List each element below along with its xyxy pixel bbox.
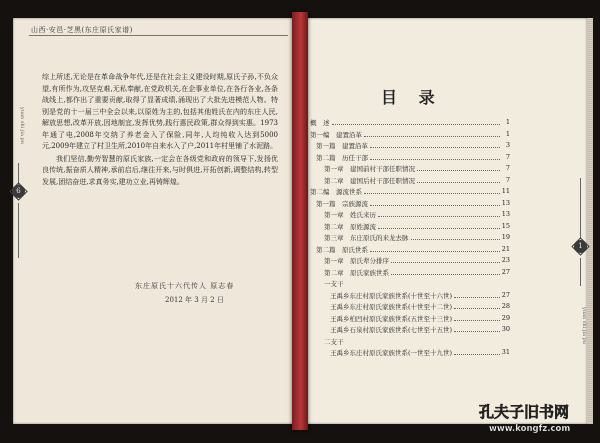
toc-entry (310, 210, 510, 222)
toc-entry-page: 7 (505, 152, 510, 161)
toc-entry-page: 27 (501, 267, 510, 276)
header-rule (29, 35, 288, 36)
toc-leader-dots (391, 273, 500, 275)
toc-leader-dots (378, 227, 500, 229)
toc-leader-dots (454, 307, 500, 309)
toc-entry-text: 王禹乡柏凹村原氏家族世系(五世至十三世) (330, 314, 453, 323)
toc-entry (310, 245, 510, 257)
toc-entry-page: 28 (501, 302, 510, 310)
toc-entry (310, 337, 510, 349)
toc-entry-page: 3 (505, 141, 510, 149)
page-number: 6 (16, 187, 21, 195)
date: 2012 年 3 月 2 日 (165, 296, 224, 304)
toc-entry-page: 1 (505, 118, 510, 126)
toc-entry-text: 第二编 源流世系 (310, 188, 362, 196)
table-of-contents (310, 118, 510, 360)
toc-entry-text: 第一篇 宗族源流 (316, 199, 368, 208)
toc-entry (310, 187, 510, 199)
book-spine (292, 12, 308, 430)
toc-entry-text: 第二篇 历任干部 (316, 153, 368, 162)
toc-entry (310, 268, 510, 280)
running-header: 山西·安邑·芝黑(东庄原氏家谱) (31, 26, 133, 34)
toc-entry-page: 11 (501, 187, 510, 195)
page-edges (587, 18, 593, 424)
toc-leader-dots (391, 261, 500, 263)
toc-entry-page: 13 (501, 210, 510, 218)
toc-entry (310, 176, 510, 188)
right-vertical-label: yuan shi jia pu (581, 306, 587, 344)
toc-leader-dots (417, 181, 500, 183)
toc-leader-dots (378, 215, 500, 217)
toc-leader-dots (454, 330, 500, 332)
toc-leader-dots (417, 169, 500, 171)
toc-entry-text: 第一篇 建置沿革 (316, 142, 368, 150)
toc-entry (310, 314, 510, 326)
toc-entry-text: 王禹乡东庄村原氏家族世系(十世至十六世) (330, 291, 453, 300)
toc-entry-text: 第二篇 原氏世系 (316, 245, 368, 254)
toc-leader-dots (364, 192, 500, 194)
toc-entry-text: 第一章 建国前村干部任职情况 (324, 165, 415, 173)
toc-entry-page: 13 (501, 198, 510, 207)
page-number-badge (574, 240, 587, 253)
toc-entry-text: 王禹乡东庄村原氏家族世系(一世至十九世) (330, 349, 453, 357)
paragraph: 综上所述,无论是在革命战争年代,还是在社会主义建设时期,原氏子孙,不负众望,有所作为,攻坚克难,无私奉献,在党政机关,在企事业单位,在各行各业,各条战线上,都作出了重要贡献,取得了显著成绩,涌现出了大批先进模范人物。特别是党的十一届三中全会以来,以原姓为主的,包括其他姓氏在内的东庄人民,解放思想,改革开放,因地制宜,发挥优势,践行惠民政策,群众得到实惠。1973年通了电,2008年交纳了养老金入了保险,同年,人均纯收入达到5000元,2009年建立了村卫生所,2010年自来水入了户,2011年村里铺了水泥路。 (42, 73, 278, 150)
toc-leader-dots (370, 250, 500, 252)
toc-leader-dots (411, 238, 500, 240)
toc-entry (310, 348, 510, 360)
left-side-rail (13, 18, 25, 424)
toc-entry-text: 概 述 (310, 119, 330, 127)
toc-leader-dots (454, 296, 500, 298)
toc-entry-page: 31 (501, 348, 510, 356)
toc-entry-text: 王禹乡石泉村原氏家族世系(七世至十五世) (330, 326, 453, 334)
toc-entry (310, 302, 510, 314)
paragraph: 我们坚信,勤劳智慧的原氏家族,一定会在各级党和政府的领导下,发扬优良传统,振奋质人精神,承前启后,继往开来,与时俱进,开拓创新,调整结构,转型发展,团结奋进,求真务实,建功立业,再铸辉煌。 (42, 154, 278, 186)
toc-entry-text: 第二章 原姓源流 (324, 222, 376, 231)
toc-entry-text: 第一编 建置沿革 (310, 130, 362, 139)
toc-entry-page: 7 (505, 175, 510, 184)
toc-entry (310, 291, 510, 303)
toc-leader-dots (370, 146, 500, 148)
svg-text:www.kongfz.com: www.kongfz.com (489, 424, 571, 434)
toc-entry (310, 153, 510, 165)
left-vertical-label: yuan shi jia pu (19, 106, 25, 144)
toc-entry (310, 233, 510, 245)
toc-entry (310, 325, 510, 337)
toc-leader-dots (454, 353, 500, 355)
toc-entry (310, 279, 510, 291)
toc-entry-page: 30 (501, 325, 510, 333)
toc-leader-dots (370, 204, 500, 206)
toc-entry-page: 7 (505, 164, 510, 172)
toc-entry (310, 222, 510, 234)
toc-entry-text: 第一章 原氏辈分排序 (324, 257, 389, 265)
toc-entry (310, 141, 510, 153)
toc-leader-dots (370, 158, 500, 160)
watermark-logo (477, 401, 587, 437)
right-side-rail (575, 18, 587, 424)
toc-entry (310, 118, 510, 130)
toc-leader-dots (454, 319, 500, 321)
page-number-badge (12, 185, 25, 198)
signature: 东庄原氏十六代传人 原志春 (135, 282, 235, 290)
toc-entry-page: 15 (501, 221, 510, 230)
toc-entry-page: 27 (501, 290, 510, 299)
toc-entry-text: 王禹乡东庄村原氏家族世系(十世至十二世) (330, 303, 453, 311)
svg-text:孔夫子旧书网: 孔夫子旧书网 (479, 403, 570, 421)
toc-entry-text: 二支干 (324, 337, 344, 346)
toc-entry-page: 19 (501, 233, 510, 241)
toc-entry-text: 第一章 姓氏来历 (324, 211, 376, 219)
toc-leader-dots (332, 123, 500, 125)
toc-entry-page: 21 (501, 244, 510, 253)
left-body-text (42, 72, 278, 189)
toc-title: 目 录 (381, 88, 443, 107)
toc-entry-page: 23 (501, 256, 510, 264)
toc-entry-text: 第三章 东庄原氏的来龙去脉 (324, 234, 409, 242)
page-number: 1 (578, 242, 583, 250)
rail-line (18, 203, 19, 258)
toc-entry (310, 256, 510, 268)
rail-line (580, 258, 581, 286)
toc-leader-dots (364, 135, 500, 137)
rail-line (580, 178, 581, 238)
toc-entry-page: 1 (505, 129, 510, 138)
toc-entry (310, 164, 510, 176)
toc-entry (310, 130, 510, 142)
toc-entry-text: 第二章 原氏家族世系 (324, 268, 389, 277)
toc-entry-page: 29 (501, 313, 510, 322)
toc-entry-text: 第二章 建国后村干部任职情况 (324, 176, 415, 185)
toc-entry (310, 199, 510, 211)
toc-entry-text: 一支干 (324, 280, 344, 288)
